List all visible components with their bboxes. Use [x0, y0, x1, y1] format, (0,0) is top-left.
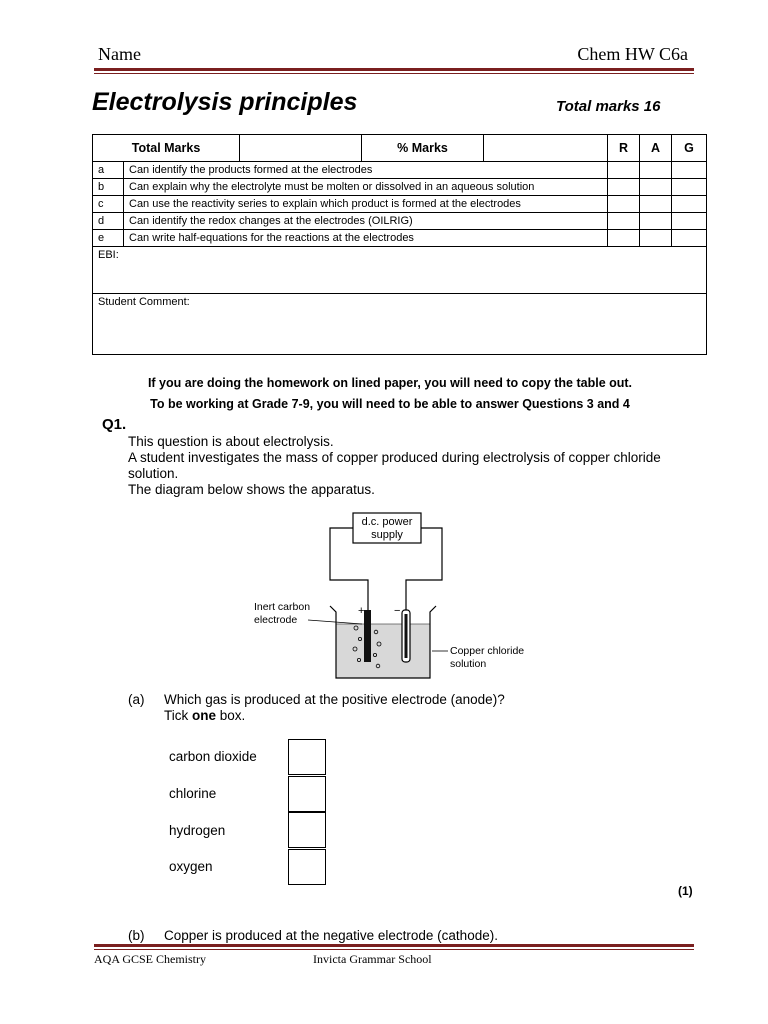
col-r: R [608, 135, 640, 162]
a-cell[interactable] [640, 162, 672, 179]
table-row [93, 162, 707, 179]
q1-intro-2: A student investigates the mass of copper produced during electrolysis of copper chloride solution. [128, 450, 661, 481]
student-comment-cell[interactable] [93, 294, 707, 355]
option-checkbox-oxygen[interactable] [288, 849, 326, 885]
g-cell[interactable] [672, 162, 707, 179]
anode-electrode [364, 610, 371, 662]
r-cell[interactable] [608, 196, 640, 213]
row-text: Can identify the redox changes at the electrodes (OILRIG) [124, 213, 608, 230]
g-cell[interactable] [672, 213, 707, 230]
page-title: Electrolysis principles [92, 88, 358, 116]
solution-label-2: solution [450, 658, 487, 670]
header-doc-code: Chem HW C6a [577, 44, 688, 64]
g-cell[interactable] [672, 196, 707, 213]
ebi-label: EBI: [98, 249, 119, 261]
row-id: c [93, 196, 124, 213]
header-name-label: Name [98, 44, 141, 64]
option-checkbox-hydrogen[interactable] [288, 812, 326, 848]
r-cell[interactable] [608, 162, 640, 179]
note-lined-paper: If you are doing the homework on lined paper, you will need to copy the table out. [147, 376, 633, 390]
table-row [93, 230, 707, 247]
option-label: carbon dioxide [169, 749, 257, 764]
g-cell[interactable] [672, 230, 707, 247]
electrolysis-apparatus-diagram [250, 508, 550, 688]
header-rule-thick [94, 68, 694, 71]
power-supply-label-1: d.c. power [361, 516, 413, 528]
col-percent-marks: % Marks [362, 135, 484, 162]
footer-school: Invicta Grammar School [313, 952, 432, 966]
plus-sign: + [358, 605, 365, 617]
student-comment-label: Student Comment: [98, 296, 190, 308]
part-b-text: Copper is produced at the negative electrode (cathode). [164, 928, 498, 943]
g-cell[interactable] [672, 179, 707, 196]
r-cell[interactable] [608, 213, 640, 230]
a-cell[interactable] [640, 196, 672, 213]
row-text: Can explain why the electrolyte must be molten or dissolved in an aqueous solution [124, 179, 608, 196]
total-marks-cell[interactable] [240, 135, 362, 162]
ebi-cell[interactable] [93, 247, 707, 294]
percent-marks-cell[interactable] [484, 135, 608, 162]
col-g: G [672, 135, 707, 162]
power-supply-label-2: supply [371, 529, 403, 541]
footer-rule-thin [94, 949, 694, 950]
note-grade: To be working at Grade 7-9, you will need to be able to answer Questions 3 and 4 [150, 397, 630, 411]
a-cell[interactable] [640, 230, 672, 247]
option-label: chlorine [169, 786, 217, 801]
electrode-label-2: electrode [254, 614, 298, 626]
assessment-table [92, 134, 707, 355]
solution-label-1: Copper chloride [450, 645, 525, 657]
minus-sign: − [394, 605, 401, 617]
row-id: e [93, 230, 124, 247]
part-a-label: (a) [128, 692, 145, 707]
header-rule-thin [94, 73, 694, 74]
row-id: d [93, 213, 124, 230]
table-row [93, 213, 707, 230]
row-text: Can use the reactivity series to explain which product is formed at the electrodes [124, 196, 608, 213]
row-text: Can identify the products formed at the electrodes [124, 162, 608, 179]
r-cell[interactable] [608, 179, 640, 196]
mark-allocation: (1) [678, 884, 693, 898]
option-checkbox-carbon-dioxide[interactable] [288, 739, 326, 775]
row-id: a [93, 162, 124, 179]
footer-course: AQA GCSE Chemistry [94, 952, 207, 966]
table-row [93, 196, 707, 213]
tick-instruction: Tick one box. [164, 708, 246, 723]
a-cell[interactable] [640, 213, 672, 230]
option-label: hydrogen [169, 823, 226, 838]
r-cell[interactable] [608, 230, 640, 247]
electrode-label-1: Inert carbon [254, 601, 311, 613]
option-label: oxygen [169, 859, 213, 874]
electrode-pointer [308, 620, 362, 624]
question-label: Q1. [102, 416, 127, 433]
q1-intro-3: The diagram below shows the apparatus. [128, 482, 375, 497]
row-text: Can write half-equations for the reactions at the electrodes [124, 230, 608, 247]
table-row [93, 179, 707, 196]
footer-rule-thick [94, 944, 694, 947]
solution-fill [336, 624, 430, 678]
part-a-question: Which gas is produced at the positive electrode (anode)? [164, 692, 505, 707]
option-checkbox-chlorine[interactable] [288, 776, 326, 812]
total-marks: Total marks 16 [556, 98, 661, 115]
col-a: A [640, 135, 672, 162]
part-b-label: (b) [128, 928, 145, 943]
row-id: b [93, 179, 124, 196]
col-total-marks: Total Marks [93, 135, 240, 162]
q1-intro-1: This question is about electrolysis. [128, 434, 334, 449]
a-cell[interactable] [640, 179, 672, 196]
